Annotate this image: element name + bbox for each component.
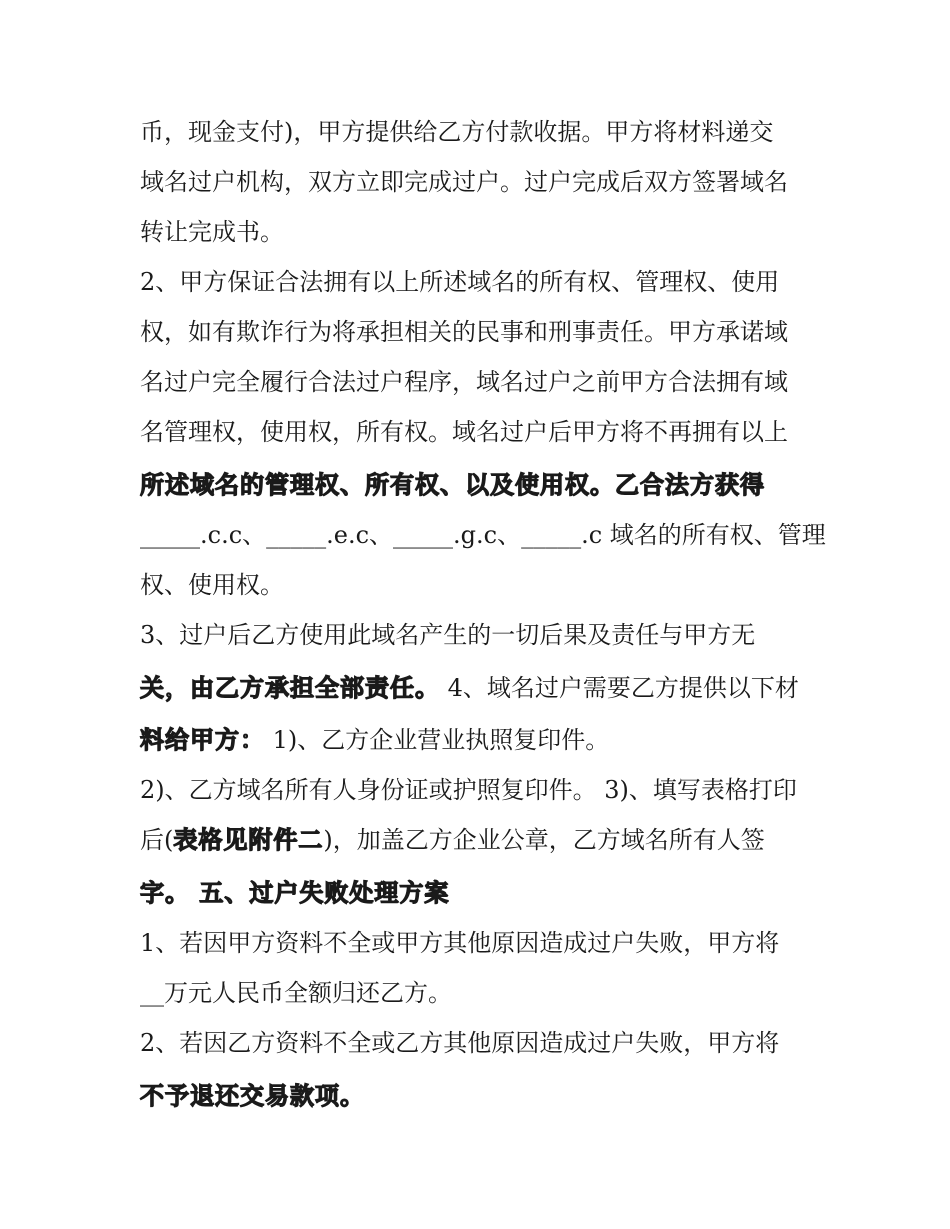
- paragraph-line: [140, 825, 765, 855]
- clause-3-line: 3、过户后乙方使用此域名产生的一切后果及责任与甲方无: [140, 621, 756, 649]
- inline-text: )，加盖乙方企业公章，乙方域名所有人签: [323, 826, 765, 854]
- paragraph-line: 权、使用权。: [140, 571, 284, 599]
- clause-2-line: 2、若因乙方资料不全或乙方其他原因造成过户失败，甲方将: [140, 1029, 780, 1057]
- clause-4-text: 4、域名过户需要乙方提供以下材: [440, 674, 799, 702]
- list-item-text: 1)、乙方企业营业执照复印件。: [265, 726, 610, 754]
- paragraph-line: 币，现金支付)，甲方提供给乙方付款收据。甲方将材料递交: [140, 118, 774, 146]
- paragraph-line-outlined: 所述域名的管理权、所有权、以及使用权。乙合法方获得: [140, 471, 765, 499]
- clause-2-line: 2、甲方保证合法拥有以上所述域名的所有权、管理权、使用: [140, 268, 780, 296]
- outlined-text: 表格见附件二: [173, 826, 324, 854]
- outlined-text: 关，由乙方承担全部责任。: [140, 674, 440, 702]
- outlined-text: 料给甲方：: [140, 726, 265, 754]
- paragraph-line: 权，如有欺诈行为将承担相关的民事和刑事责任。甲方承诺域: [140, 318, 788, 346]
- paragraph-line: 2)、乙方域名所有人身份证或护照复印件。 3)、填写表格打印: [140, 776, 797, 804]
- paragraph-line-outlined: 不予退还交易款项。: [140, 1082, 365, 1110]
- paragraph-line: 转让完成书。: [140, 218, 284, 246]
- domain-blanks-line: _____.c.c、_____.e.c、_____.g.c、_____.c 域名的所有权、管理: [140, 521, 826, 549]
- paragraph-line: 名过户完全履行合法过户程序，域名过户之前甲方合法拥有域: [140, 368, 788, 396]
- paragraph-line: 名管理权，使用权，所有权。域名过户后甲方将不再拥有以上: [140, 418, 788, 446]
- paragraph-line: 域名过户机构，双方立即完成过户。过户完成后双方签署域名: [140, 168, 788, 196]
- paragraph-line: [140, 673, 799, 703]
- section-heading-outlined: 字。 五、过户失败处理方案: [140, 879, 450, 907]
- inline-text: 后(: [140, 826, 174, 854]
- paragraph-line: [140, 725, 609, 755]
- paragraph-line: __万元人民币全额归还乙方。: [140, 979, 452, 1007]
- clause-1-line: 1、若因甲方资料不全或甲方其他原因造成过户失败，甲方将: [140, 929, 780, 957]
